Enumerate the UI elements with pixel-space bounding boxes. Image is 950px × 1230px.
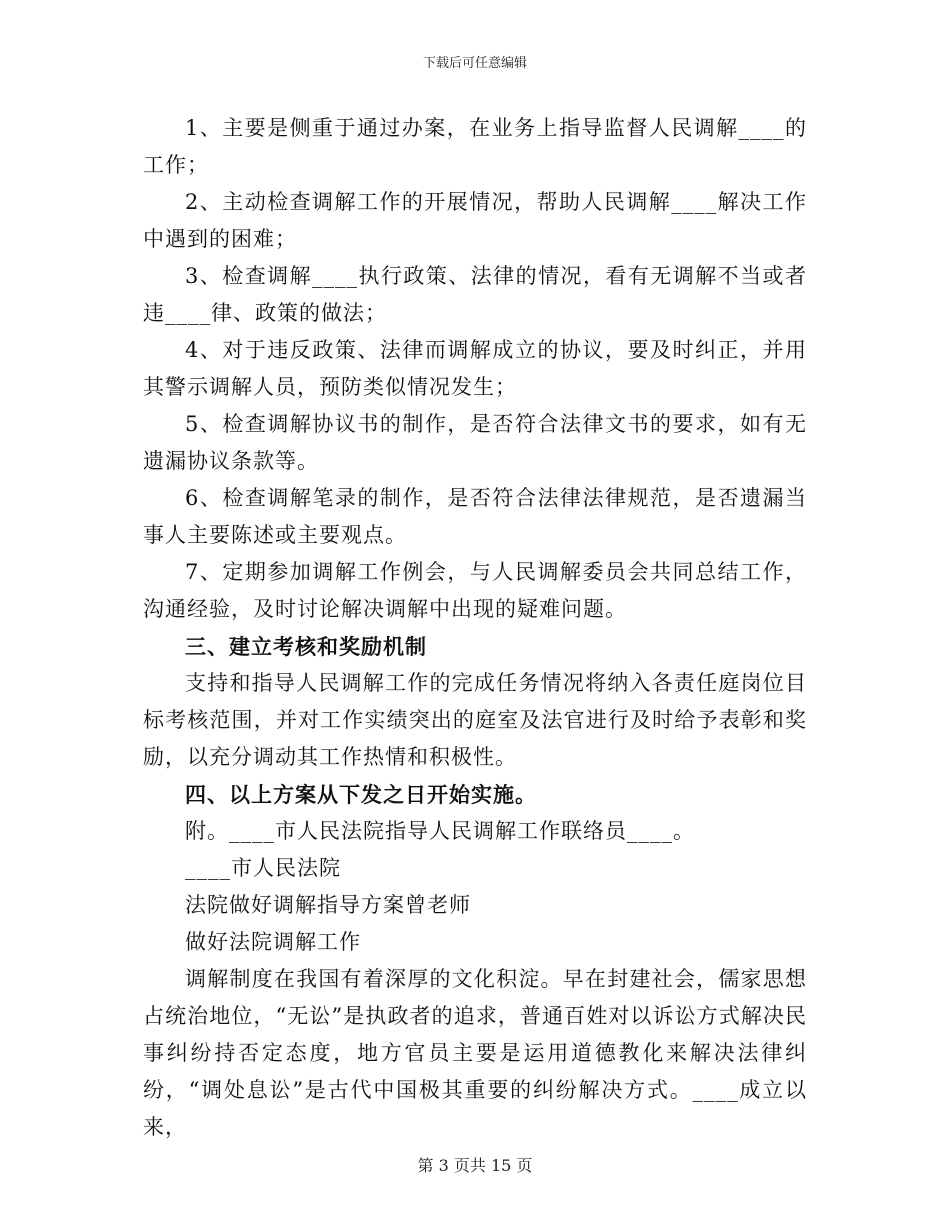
paragraph-appendix: 附。____市人民法院指导人民调解工作联络员____。 xyxy=(185,819,695,843)
paragraph-court-name: ____市人民法院 xyxy=(185,856,341,880)
document-body xyxy=(143,110,807,1146)
section-heading-3: 三、建立考核和奖励机制 xyxy=(185,634,427,659)
paragraph-item-6: 6、检查调解笔录的制作，是否符合法律法律规范，是否遗漏当事人主要陈述或主要观点。 xyxy=(143,486,807,547)
paragraph-item-5: 5、检查调解协议书的制作，是否符合法律文书的要求，如有无遗漏协议条款等。 xyxy=(143,412,807,473)
paragraph-item-7: 7、定期参加调解工作例会，与人民调解委员会共同总结工作，沟通经验，及时讨论解决调解中出现的疑难问题。 xyxy=(143,560,807,621)
paragraph-title-1: 法院做好调解指导方案曾老师 xyxy=(185,893,471,917)
paragraph-item-1: 1、主要是侧重于通过办案，在业务上指导监督人民调解____的工作； xyxy=(143,116,807,177)
paragraph-mediation-history: 调解制度在我国有着深厚的文化积淀。早在封建社会，儒家思想占统治地位，“无讼”是执政者的追求，普通百姓对以诉讼方式解决民事纠纷持否定态度，地方官员主要是运用道德教化来解决法律纠纷，“调处息讼”是古代中国极其重要的纠纷解决方式。____成立以来， xyxy=(143,967,807,1139)
paragraph-item-4: 4、对于违反政策、法律而调解成立的协议，要及时纠正，并用其警示调解人员，预防类似情况发生； xyxy=(143,338,807,399)
page-number: 第 3 页共 15 页 xyxy=(417,1156,533,1175)
page-header: 下载后可任意编辑 xyxy=(422,56,527,71)
paragraph-item-3: 3、检查调解____执行政策、法律的情况，看有无调解不当或者违____律、政策的做法； xyxy=(143,264,807,325)
paragraph-item-2: 2、主动检查调解工作的开展情况，帮助人民调解____解决工作中遇到的困难； xyxy=(143,190,807,251)
paragraph-reward: 支持和指导人民调解工作的完成任务情况将纳入各责任庭岗位目标考核范围，并对工作实绩突出的庭室及法官进行及时给予表彰和奖励，以充分调动其工作热情和积极性。 xyxy=(143,671,807,769)
paragraph-title-2: 做好法院调解工作 xyxy=(185,930,361,954)
section-heading-4: 四、以上方案从下发之日开始实施。 xyxy=(185,782,537,807)
